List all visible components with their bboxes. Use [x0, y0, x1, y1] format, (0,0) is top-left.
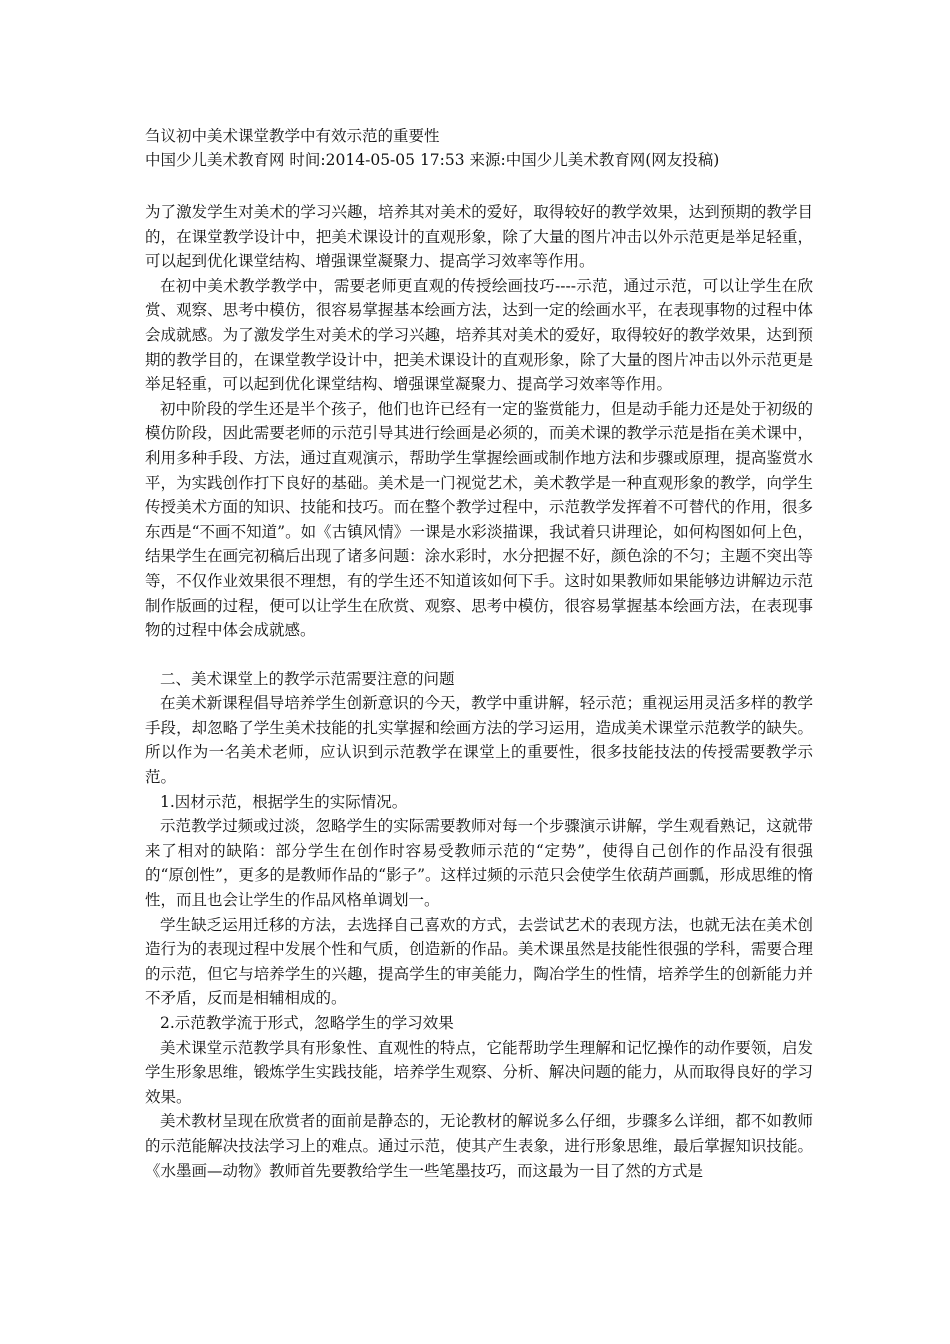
spacer — [145, 172, 813, 200]
section-heading: 二、美术课堂上的教学示范需要注意的问题 — [160, 669, 455, 688]
document-title: 刍议初中美术课堂教学中有效示范的重要性 — [145, 127, 440, 145]
document-meta: 中国少儿美术教育网 时间:2014-05-05 17:53 来源:中国少儿美术教育网(网友投稿) — [145, 151, 720, 169]
paragraph-intro: 为了激发学生对美术的学习兴趣，培养其对美术的爱好，取得较好的教学效果，达到预期的教学目的，在课堂教学设计中，把美术课设计的直观形象，除了大量的图片冲击以外示范更是举足轻重，可以起到优化课堂结构、增强课堂凝聚力、提高学习效率等作用。 — [145, 203, 813, 271]
paragraph-item1-b: 学生缺乏运用迁移的方法，去选择自己喜欢的方式，去尝试艺术的表现方法，也就无法在美术创造行为的表现过程中发展个性和气质，创造新的作品。美术课虽然是技能性很强的学科，需要合理的示范，但它与培养学生的兴趣，提高学生的审美能力，陶冶学生的性情，培养学生的创新能力并不矛盾，反而是相辅相成的。 — [145, 915, 813, 1008]
section-intro: 在美术新课程倡导培养学生创新意识的今天，教学中重讲解，轻示范；重视运用灵活多样的教学手段，却忽略了学生美术技能的扎实掌握和绘画方法的学习运用，造成美术课堂示范教学的缺失。所以作为一名美术老师，应认识到示范教学在课堂上的重要性，很多技能技法的传授需要教学示范。 — [145, 694, 813, 787]
subheading-1: 1.因材示范，根据学生的实际情况。 — [160, 792, 408, 811]
paragraph-3: 初中阶段的学生还是半个孩子，他们也许已经有一定的鉴赏能力，但是动手能力还是处于初级的模仿阶段，因此需要老师的示范引导其进行绘画是必须的，而美术课的教学示范是指在美术课中，利用多种手段、方法，通过直观演示，帮助学生掌握绘画或制作地方法和步骤或原理，提高鉴赏水平，为实践创作打下良好的基础。美术是一门视觉艺术，美术教学是一种直观形象的教学，向学生传授美术方面的知识、技能和技巧。而在整个教学过程中，示范教学发挥着不可替代的作用，很多东西是“不画不知道”。如《古镇风情》一课是水彩淡描课，我试着只讲理论，如何构图如何上色，结果学生在画完初稿后出现了诸多问题：涂水彩时，水分把握不好，颜色涂的不匀；主题不突出等等，不仅作业效果很不理想，有的学生还不知道该如何下手。这时如果教师如果能够边讲解边示范制作版画的过程，便可以让学生在欣赏、观察、思考中模仿，很容易掌握基本绘画方法，在表现事物的过程中体会成就感。 — [145, 399, 813, 640]
document-page — [145, 124, 813, 1183]
subheading-2: 2.示范教学流于形式，忽略学生的学习效果 — [160, 1014, 454, 1032]
paragraph-2: 在初中美术教学教学中，需要老师更直观的传授绘画技巧----示范，通过示范，可以让学生在欣赏、观察、思考中模仿，很容易掌握基本绘画方法，达到一定的绘画水平，在表现事物的过程中体会成就感。为了激发学生对美术的学习兴趣，培养其对美术的爱好，取得较好的教学效果，达到预期的教学目的，在课堂教学设计中，把美术课设计的直观形象，除了大量的图片冲击以外示范更是举足轻重，可以起到优化课堂结构、增强课堂凝聚力、提高学习效率等作用。 — [145, 276, 813, 394]
paragraph-item2-a: 美术课堂示范教学具有形象性、直观性的特点，它能帮助学生理解和记忆操作的动作要领，启发学生形象思维，锻炼学生实践技能，培养学生观察、分析、解决问题的能力，从而取得良好的学习效果。 — [145, 1038, 813, 1106]
paragraph-item1-a: 示范教学过频或过淡，忽略学生的实际需要教师对每一个步骤演示讲解，学生观看熟记，这就带来了相对的缺陷：部分学生在创作时容易受教师示范的“定势”，使得自己创作的作品没有很强的“原创性”，更多的是教师作品的“影子”。这样过频的示范只会使学生依葫芦画瓢，形成思维的惰性，而且也会让学生的作品风格单调划一。 — [145, 817, 813, 910]
paragraph-item2-b: 美术教材呈现在欣赏者的面前是静态的，无论教材的解说多么仔细，步骤多么详细，都不如教师的示范能解决技法学习上的难点。通过示范，使其产生表象，进行形象思维，最后掌握知识技能。《水墨画—动物》教师首先要教给学生一些笔墨技巧，而这最为一目了然的方式是 — [145, 1112, 813, 1180]
